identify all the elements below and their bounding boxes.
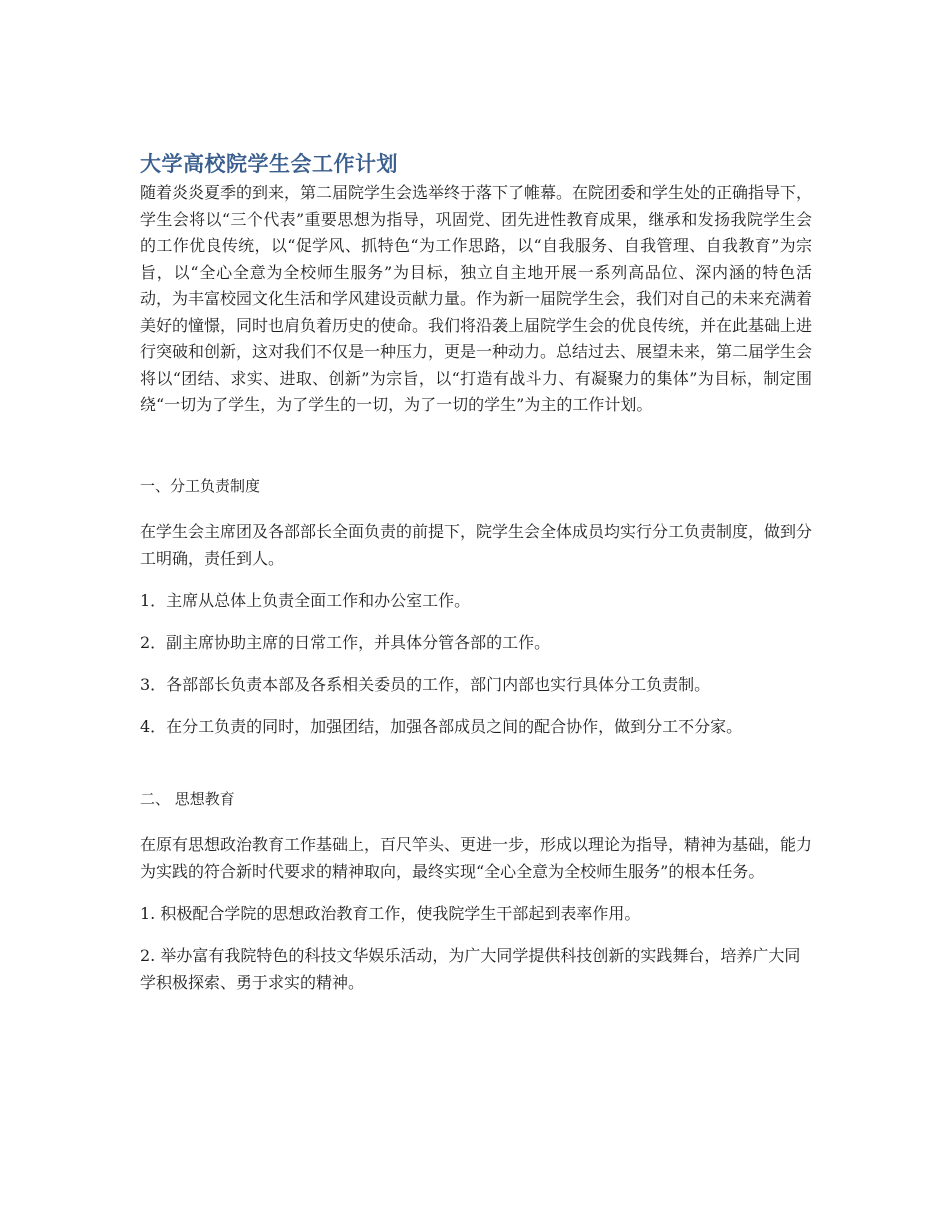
intro-paragraph: 随着炎炎夏季的到来，第二届院学生会选举终于落下了帷幕。在院团委和学生处的正确指导下，学生会将以“三个代表”重要思想为指导，巩固党、团先进性教育成果，继承和发扬我院学生会的工作优良传统，以“促学风、抓特色“为工作思路，以“自我服务、自我管理、自我教育”为宗旨，以“全心全意为全校师生服务”为目标，独立自主地开展一系列高品位、深内涵的特色活动，为丰富校园文化生活和学风建设贡献力量。作为新一届院学生会，我们对自己的未来充满着美好的憧憬，同时也肩负着历史的使命。我们将沿袭上届院学生会的优良传统，并在此基础上进行突破和创新，这对我们不仅是一种压力，更是一种动力。总结过去、展望未来，第二届学生会将以“团结、求实、进取、创新”为宗旨，以“打造有战斗力、有凝聚力的集体”为目标，制定围绕“一切为了学生，为了学生的一切，为了一切的学生”为主的工作计划。 — [140, 183, 813, 414]
section-intro-paragraph: 在学生会主席团及各部部长全面负责的前提下，院学生会全体成员均实行分工负责制度，做到分工明确，责任到人。 — [140, 521, 813, 568]
section-ideological-education — [140, 787, 812, 996]
numbered-list — [140, 587, 812, 740]
list-item: 2．副主席协助主席的日常工作，并具体分管各部的工作。 — [140, 632, 551, 652]
section-division-of-labor — [140, 474, 812, 740]
list-item: 1．主席从总体上负责全面工作和办公室工作。 — [140, 590, 471, 610]
document-page — [140, 150, 812, 996]
section-heading: 二、 思想教育 — [140, 789, 235, 808]
section-heading: 一、分工负责制度 — [140, 476, 261, 495]
document-title: 大学高校院学生会工作计划 — [140, 152, 398, 176]
numbered-list — [140, 900, 812, 996]
list-item: 1. 积极配合学院的思想政治教育工作，使我院学生干部起到表率作用。 — [140, 903, 641, 923]
section-intro-paragraph: 在原有思想政治教育工作基础上，百尺竿头、更进一步，形成以理论为指导，精神为基础，能力为实践的符合新时代要求的精神取向，最终实现“全心全意为全校师生服务”的根本任务。 — [140, 834, 813, 881]
list-item: 4．在分工负责的同时，加强团结，加强各部成员之间的配合协作，做到分工不分家。 — [140, 716, 743, 736]
list-item: 3．各部部长负责本部及各系相关委员的工作，部门内部也实行具体分工负责制。 — [140, 674, 711, 694]
list-item: 2. 举办富有我院特色的科技文华娱乐活动，为广大同学提供科技创新的实践舞台，培养广大同学积极探索、勇于求实的精神。 — [140, 945, 801, 992]
